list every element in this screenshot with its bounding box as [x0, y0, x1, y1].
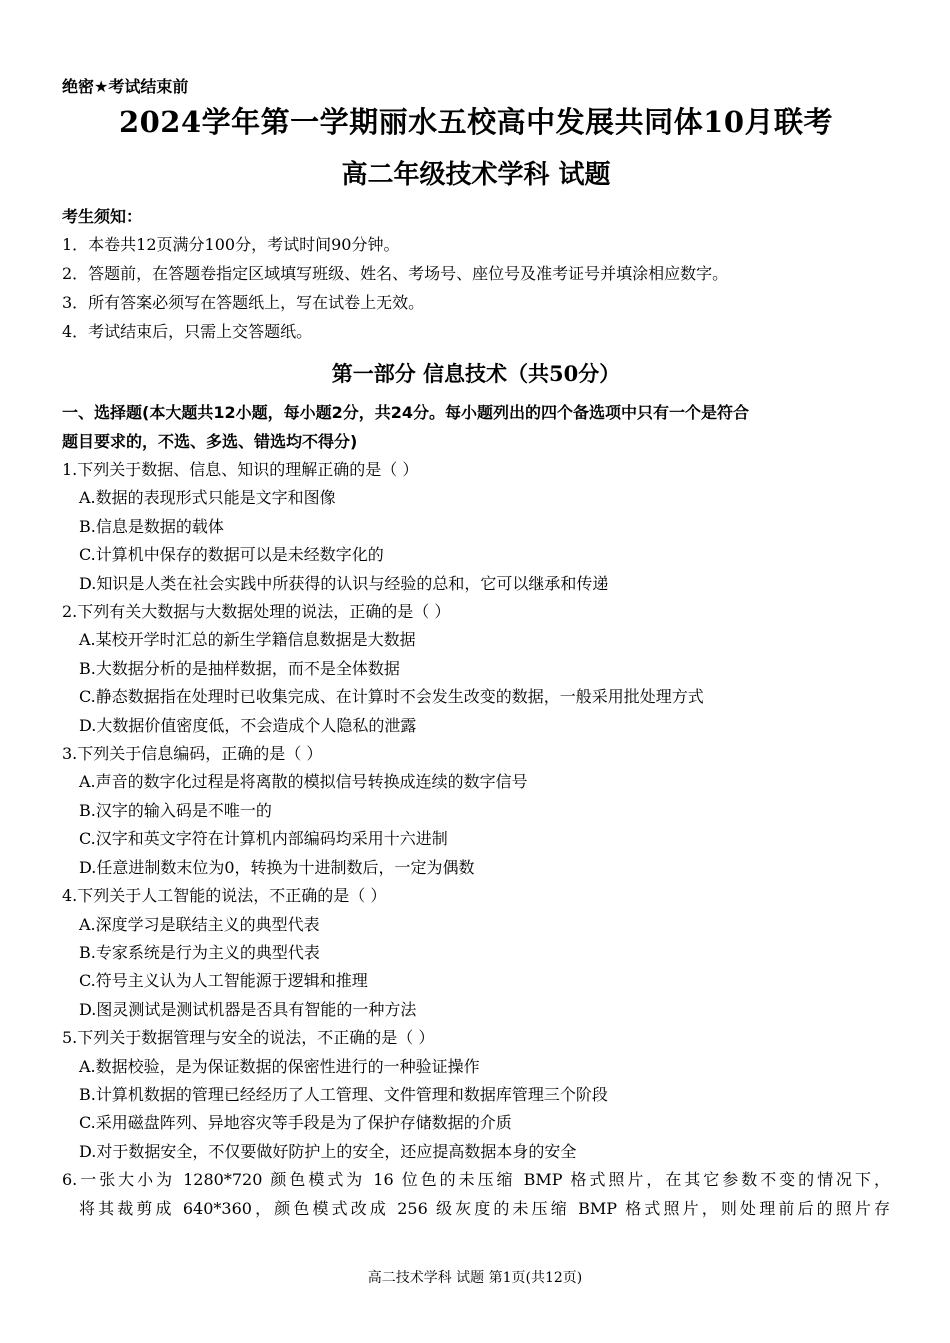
question-stem: 1.下列关于数据、信息、知识的理解正确的是（ ） [62, 460, 419, 479]
notice-item: 3．所有答案必须写在答题纸上，写在试卷上无效。 [62, 293, 425, 312]
notice-item: 1．本卷共12页满分100分，考试时间90分钟。 [62, 235, 400, 254]
question-3 [62, 740, 890, 882]
part-one-title: 第一部分 信息技术（共50分） [331, 361, 621, 386]
option-b: B.汉字的输入码是不唯一的 [79, 800, 272, 820]
exam-title: 2024学年第一学期丽水五校高中发展共同体10月联考 [118, 105, 834, 139]
question-stem: 6.一张大小为 1280*720 颜色模式为 16 位色的未压缩 BMP 格式照片，在其它参数不变的情况下， [62, 1170, 890, 1190]
question-stem-continued: 将其裁剪成 640*360，颜色模式改成 256 级灰度的未压缩 BMP 格式照片，则处理前后的照片存 [79, 1198, 890, 1218]
option-c: C.计算机中保存的数据可以是未经数字化的 [79, 545, 384, 565]
candidate-notice [62, 204, 890, 346]
option-b: B.专家系统是行为主义的典型代表 [79, 942, 320, 962]
question-6 [62, 1166, 890, 1223]
option-b: B.信息是数据的载体 [79, 516, 224, 536]
question-4 [62, 882, 890, 1024]
option-a: A.声音的数字化过程是将离散的模拟信号转换成连续的数字信号 [79, 772, 528, 792]
section-title-line: 题目要求的，不选、多选、错选均不得分) [62, 432, 358, 451]
option-d: D.任意进制数末位为0，转换为十进制数后，一定为偶数 [79, 857, 475, 877]
option-a: A.数据的表现形式只能是文字和图像 [79, 488, 336, 508]
question-1 [62, 456, 890, 598]
option-c: C.静态数据指在处理时已收集完成、在计算时不会发生改变的数据，一般采用批处理方式 [79, 687, 704, 707]
section-title-line: 一、选择题(本大题共12小题，每小题2分，共24分。每小题列出的四个备选项中只有一个是符合 [62, 403, 749, 422]
question-2 [62, 598, 890, 740]
question-stem: 5.下列关于数据管理与安全的说法，不正确的是（ ） [62, 1028, 435, 1048]
option-a: A.数据校验，是为保证数据的保密性进行的一种验证操作 [79, 1056, 480, 1076]
exam-page [62, 76, 890, 1223]
exam-subtitle: 高二年级技术学科 试题 [341, 160, 611, 190]
notice-item: 2．答题前，在答题卷指定区域填写班级、姓名、考场号、座位号及准考证号并填涂相应数字。 [62, 264, 729, 283]
notice-heading: 考生须知： [62, 207, 143, 226]
question-stem: 3.下列关于信息编码，正确的是（ ） [62, 744, 323, 764]
page-footer: 高二技术学科 试题 第1页(共12页) [367, 1270, 583, 1286]
option-a: A.某校开学时汇总的新生学籍信息数据是大数据 [79, 630, 416, 650]
option-d: D.大数据价值密度低，不会造成个人隐私的泄露 [79, 715, 417, 735]
option-d: D.图灵测试是测试机器是否具有智能的一种方法 [79, 999, 417, 1019]
option-a: A.深度学习是联结主义的典型代表 [79, 914, 320, 934]
notice-item: 4．考试结束后，只需上交答题纸。 [62, 322, 313, 341]
secret-label: 绝密★考试结束前 [62, 77, 189, 96]
question-stem: 4.下列关于人工智能的说法，不正确的是（ ） [62, 886, 387, 906]
option-d: D.知识是人类在社会实践中所获得的认识与经验的总和，它可以继承和传递 [79, 573, 609, 593]
option-c: C.符号主义认为人工智能源于逻辑和推理 [79, 971, 368, 991]
option-c: C.汉字和英文字符在计算机内部编码均采用十六进制 [79, 829, 448, 849]
option-b: B.计算机数据的管理已经经历了人工管理、文件管理和数据库管理三个阶段 [79, 1084, 608, 1104]
option-c: C.采用磁盘阵列、异地容灾等手段是为了保护存储数据的介质 [79, 1113, 512, 1133]
question-5 [62, 1024, 890, 1166]
question-stem: 2.下列有关大数据与大数据处理的说法，正确的是（ ） [62, 602, 451, 622]
option-d: D.对于数据安全，不仅要做好防护上的安全，还应提高数据本身的安全 [79, 1141, 577, 1161]
option-b: B.大数据分析的是抽样数据，而不是全体数据 [79, 658, 400, 678]
